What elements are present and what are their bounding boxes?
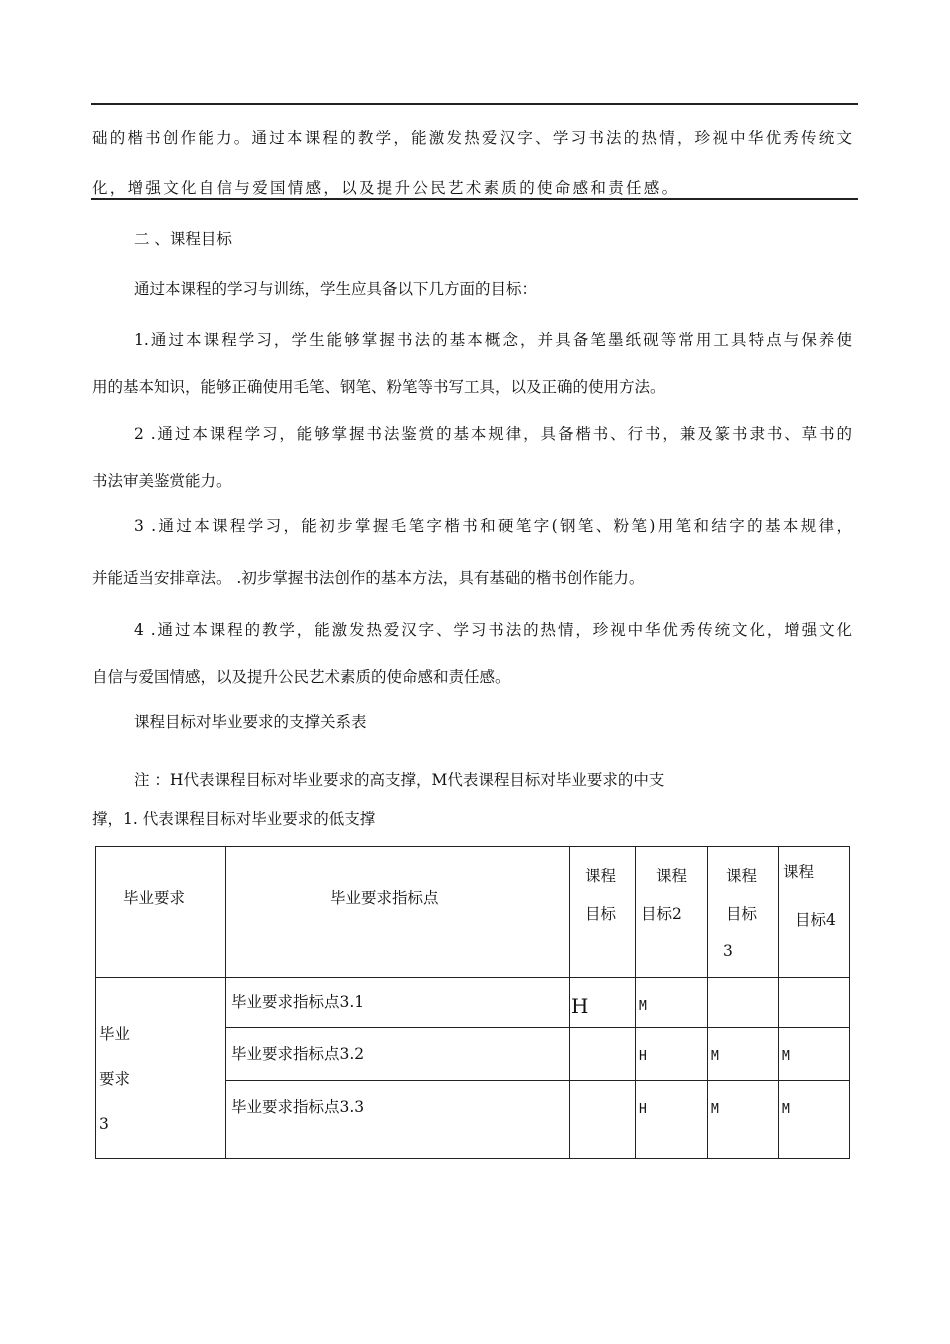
table-row-divider-2 <box>225 1080 850 1081</box>
intro-line-2: 化，增强文化自信与爱国情感，以及提升公民艺术素质的使命感和责任感。 <box>92 179 680 197</box>
table-col-divider-3 <box>635 846 636 1159</box>
table-col-divider-2 <box>569 846 570 1159</box>
note-line-1: 注 ：H代表课程目标对毕业要求的高支撑，M代表课程目标对毕业要求的中支 <box>134 771 665 789</box>
row-1-indicator: 毕业要求指标点3.1 <box>231 993 365 1011</box>
header-goal-2-line-2: 目标2 <box>641 905 682 923</box>
table-row-divider-1 <box>225 1027 850 1028</box>
header-goal-4-line-1: 课程 <box>783 863 815 881</box>
goal-3-line-2: 并能适当安排章法。 .初步掌握书法创作的基本方法，具有基础的楷书创作能力。 <box>92 569 645 587</box>
intro-underline <box>91 198 858 200</box>
note-line-2: 撑，1. 代表课程目标对毕业要求的低支撑 <box>92 810 376 828</box>
group-label-line-3: 3 <box>99 1115 109 1133</box>
row-1-goal-2: M <box>639 999 647 1014</box>
goal-1-line-2: 用的基本知识，能够正确使用毛笔、钢笔、粉笔等书写工具，以及正确的使用方法。 <box>92 378 666 396</box>
row-2-goal-2: H <box>639 1049 647 1064</box>
group-label-line-1: 毕业 <box>99 1025 131 1043</box>
row-2-goal-4: M <box>782 1049 790 1064</box>
table-col-divider-1 <box>225 846 226 1159</box>
table-border-bottom <box>95 1158 850 1159</box>
top-rule <box>91 103 858 105</box>
row-3-goal-3: M <box>711 1102 719 1117</box>
table-border-left <box>95 846 96 1159</box>
table-title: 课程目标对毕业要求的支撑关系表 <box>134 713 367 731</box>
row-3-indicator: 毕业要求指标点3.3 <box>231 1098 365 1116</box>
table-border-top <box>95 846 850 847</box>
goal-3-line-1: 3 .通过本课程学习，能初步掌握毛笔字楷书和硬笔字(钢笔、粉笔)用笔和结字的基本规律， <box>134 517 852 535</box>
goal-2-line-1: 2 .通过本课程学习，能够掌握书法鉴赏的基本规律，具备楷书、行书，兼及篆书隶书、草书的 <box>134 425 852 443</box>
header-requirement: 毕业要求 <box>123 889 186 907</box>
goal-4-line-2: 自信与爱国情感，以及提升公民艺术素质的使命感和责任感。 <box>92 668 511 686</box>
intro-line-1: 础的楷书创作能力。通过本课程的教学，能激发热爱汉字、学习书法的热情，珍视中华优秀传统文 <box>92 129 852 147</box>
header-goal-3-line-1: 课程 <box>726 867 758 885</box>
header-indicator: 毕业要求指标点 <box>330 889 439 907</box>
header-goal-1-line-1: 课程 <box>585 867 617 885</box>
row-3-goal-2: H <box>639 1102 647 1117</box>
row-2-goal-3: M <box>711 1049 719 1064</box>
goal-4-line-1: 4 .通过本课程的教学，能激发热爱汉字、学习书法的热情，珍视中华优秀传统文化，增强文化 <box>134 621 852 639</box>
support-table <box>95 846 850 1159</box>
header-goal-4-line-2: 目标4 <box>795 911 836 929</box>
table-border-right <box>849 846 850 1159</box>
row-1-goal-1: H <box>571 994 589 1018</box>
goal-2-line-2: 书法审美鉴赏能力。 <box>92 472 232 490</box>
table-col-divider-5 <box>778 846 779 1159</box>
row-2-indicator: 毕业要求指标点3.2 <box>231 1045 365 1063</box>
lead-paragraph: 通过本课程的学习与训练，学生应具备以下几方面的目标： <box>134 280 538 298</box>
row-3-goal-4: M <box>782 1102 790 1117</box>
header-goal-1-line-2: 目标 <box>585 905 617 923</box>
header-goal-3-line-3: 3 <box>723 942 733 960</box>
table-header-divider <box>95 977 850 978</box>
section-heading: 二 、课程目标 <box>134 230 232 248</box>
group-label-line-2: 要求 <box>99 1070 131 1088</box>
table-col-divider-4 <box>707 846 708 1159</box>
goal-1-line-1: 1.通过本课程学习，学生能够掌握书法的基本概念，并具备笔墨纸砚等常用工具特点与保养使 <box>134 331 852 349</box>
header-goal-3-line-2: 目标 <box>726 905 758 923</box>
header-goal-2-line-1: 课程 <box>656 867 688 885</box>
